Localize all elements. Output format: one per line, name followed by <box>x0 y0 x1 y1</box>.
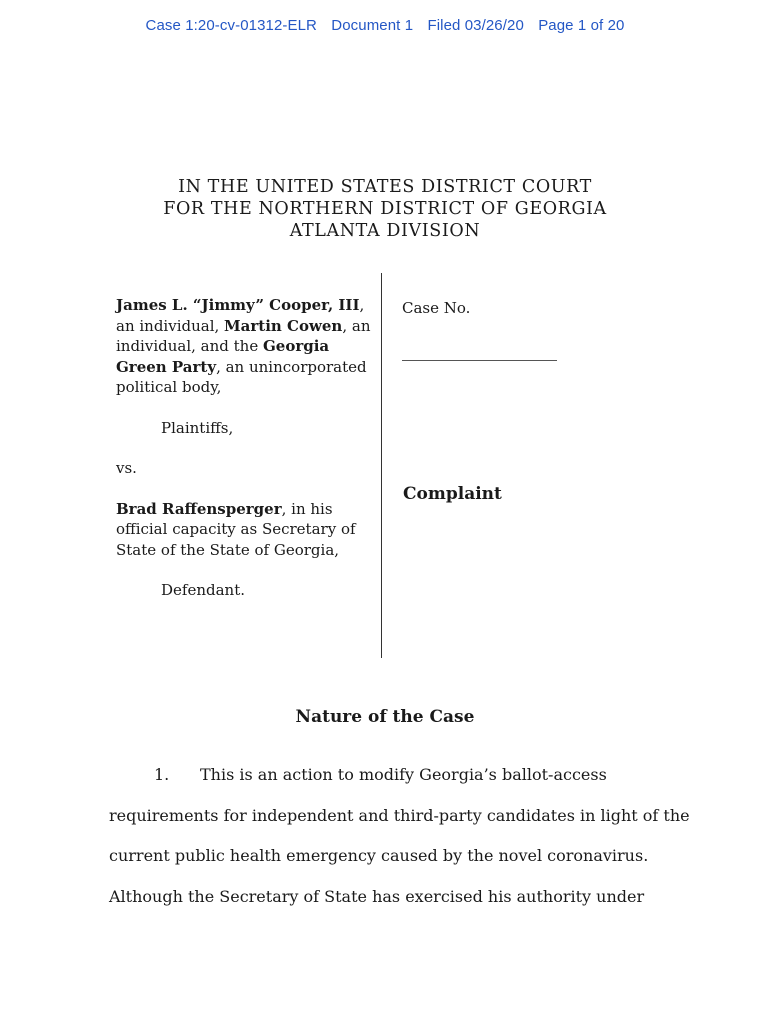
defendant-name: Brad Raffensperger <box>116 499 282 518</box>
paragraph-line: Although the Secretary of State has exercised his authority under <box>109 886 645 906</box>
paragraph-line: requirements for independent and third-party candidates in light of the <box>109 805 690 825</box>
court-heading <box>0 176 770 242</box>
case-number-blank-line <box>402 360 557 361</box>
document-title: Complaint <box>403 484 502 504</box>
caption-divider-line <box>381 273 382 658</box>
defendant-label: Defendant. <box>161 581 245 599</box>
plaintiff-2-desc: , an individual, and the <box>116 316 371 355</box>
versus-label: vs. <box>116 459 137 477</box>
paragraph-line <box>109 755 669 796</box>
page-number-stamp: Page 1 of 20 <box>538 17 625 34</box>
court-heading-line1: IN THE UNITED STATES DISTRICT COURT <box>178 177 592 197</box>
plaintiffs-label: Plaintiffs, <box>161 418 234 437</box>
document-number-stamp: Document 1 <box>331 17 414 34</box>
plaintiff-1-name: James L. “Jimmy” Cooper, III <box>116 296 360 314</box>
plaintiff-3-desc: , an unincorporated political body, <box>116 357 367 396</box>
ecf-header-stamp <box>0 17 770 34</box>
case-number-stamp: Case 1:20-cv-01312-ELR <box>145 17 317 34</box>
court-heading-line3: ATLANTA DIVISION <box>289 221 481 241</box>
case-number-label: Case No. <box>402 299 471 317</box>
paragraph-number: 1. <box>154 765 170 784</box>
defendant-block <box>116 499 376 561</box>
plaintiff-3-name: Georgia Green Party <box>116 337 330 376</box>
defendant-desc: , in his official capacity as Secretary of State of the State of Georgia, <box>116 499 356 559</box>
filed-date-stamp: Filed 03/26/20 <box>427 17 524 34</box>
plaintiff-2-name: Martin Cowen <box>224 316 343 335</box>
case-caption-parties <box>116 295 376 601</box>
paragraph-1 <box>109 755 690 917</box>
section-heading: Nature of the Case <box>295 707 475 727</box>
plaintiffs-block <box>116 295 376 398</box>
plaintiff-1-desc: , an individual, <box>116 296 365 335</box>
paragraph-line: current public health emergency caused by the novel coronavirus. <box>109 846 649 865</box>
court-heading-line2: FOR THE NORTHERN DISTRICT OF GEORGIA <box>163 199 607 219</box>
paragraph-line-text: This is an action to modify Georgia’s ballot-access <box>200 765 607 784</box>
